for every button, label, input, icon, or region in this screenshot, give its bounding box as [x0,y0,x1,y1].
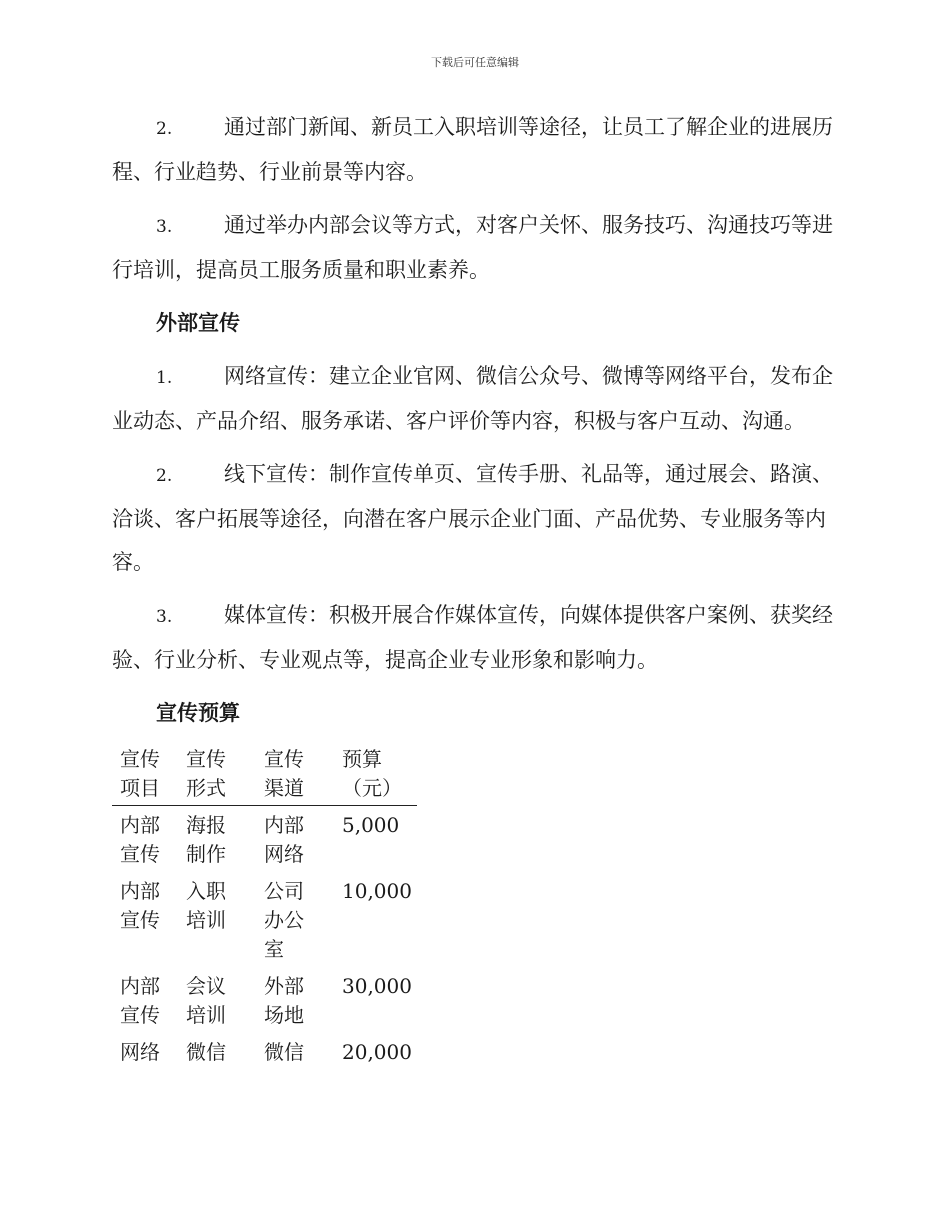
list-item [112,355,836,443]
table-cell: 入职培训 [186,879,226,932]
item-text: 线下宣传：制作宣传单页、宣传手册、礼品等，通过展会、路演、洽谈、客户拓展等途径，向潜在客户展示企业门面、产品优势、专业服务等内容。 [112,462,833,574]
list-item [112,106,836,194]
table-cell: 内部宣传 [120,813,160,866]
table-cell: 网络 [120,1040,160,1064]
document-body [112,106,836,1070]
item-text: 通过部门新闻、新员工入职培训等途径，让员工了解企业的进展历程、行业趋势、行业前景等内容。 [112,115,833,184]
list-item [112,453,836,584]
section-heading-budget: 宣传预算 [156,701,240,725]
item-number: 1. [156,368,173,388]
section-heading-external: 外部宣传 [156,311,240,335]
item-text: 媒体宣传：积极开展合作媒体宣传，向媒体提供客户案例、获奖经验、行业分析、专业观点等，提高企业专业形象和影响力。 [112,603,833,672]
item-number: 2. [156,119,173,139]
table-row [112,872,417,967]
table-cell: 微信 [186,1040,226,1064]
table-header-row [112,745,417,806]
table-cell: 内部网络 [264,813,304,866]
column-header: 宣传形式 [186,745,264,806]
table-cell: 30,000 [342,974,412,998]
item-text: 通过举办内部会议等方式，对客户关怀、服务技巧、沟通技巧等进行培训，提高员工服务质量和职业素养。 [112,213,833,282]
list-item [112,594,836,682]
page-header: 下载后可任意编辑 [431,56,519,69]
table-cell: 海报制作 [186,813,226,866]
table-cell: 20,000 [342,1040,412,1064]
column-header: 宣传项目 [112,745,186,806]
column-header: 预算（元） [342,745,417,806]
table-cell: 5,000 [342,813,400,837]
list-item [112,204,836,292]
item-text: 网络宣传：建立企业官网、微信公众号、微博等网络平台，发布企业动态、产品介绍、服务承诺、客户评价等内容，积极与客户互动、沟通。 [112,364,833,433]
table-cell: 公司办公室 [264,879,304,961]
item-number: 3. [156,607,173,627]
table-cell: 会议培训 [186,974,226,1027]
table-row [112,1033,417,1070]
table-cell: 外部场地 [264,974,304,1027]
table-cell: 内部宣传 [120,974,160,1027]
item-number: 3. [156,217,173,237]
table-row [112,967,417,1033]
table-cell: 内部宣传 [120,879,160,932]
table-cell: 微信 [264,1040,304,1064]
table-row [112,806,417,873]
table-cell: 10,000 [342,879,412,903]
column-header: 宣传渠道 [264,745,342,806]
item-number: 2. [156,466,173,486]
budget-table [112,745,417,1070]
